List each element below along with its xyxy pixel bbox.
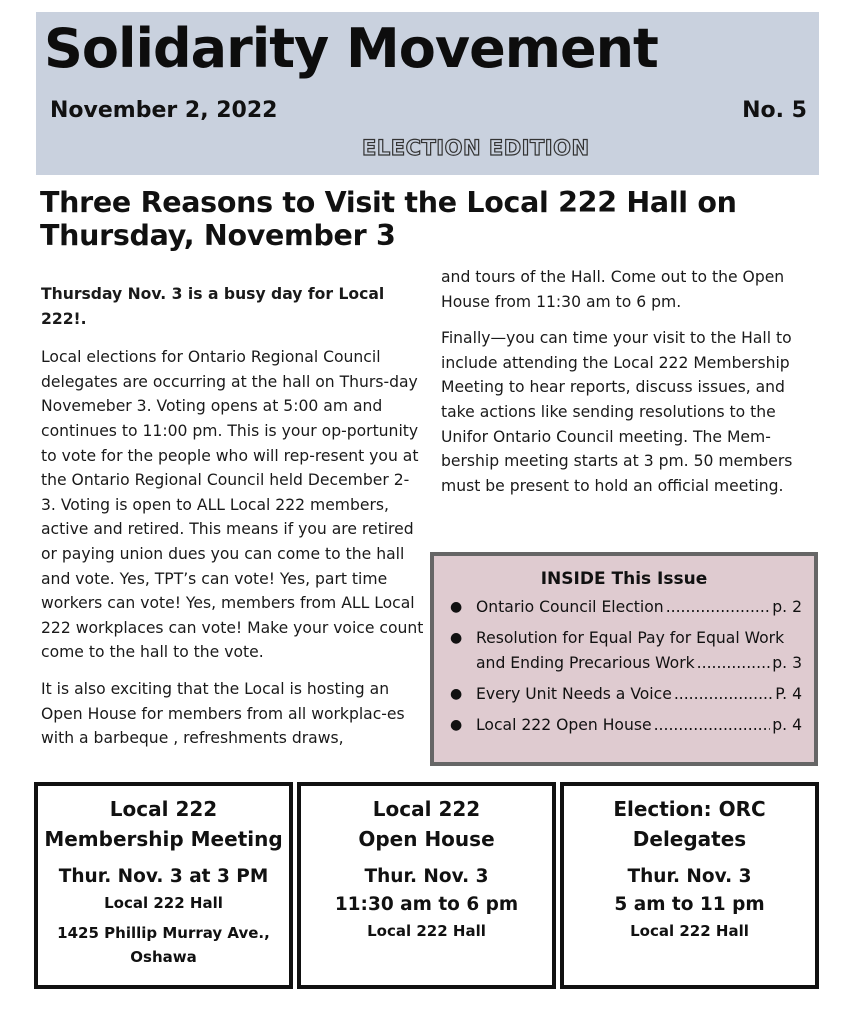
inside-item-page: p. 4 [772, 716, 802, 734]
event-place: Local 222 Hall [104, 894, 223, 912]
inside-item[interactable] [446, 595, 802, 620]
issue-date: November 2, 2022 [50, 98, 278, 123]
event-box-election [560, 782, 819, 989]
dot-leader [674, 682, 773, 707]
inside-item[interactable] [446, 626, 802, 676]
event-date: Thur. Nov. 3 [364, 866, 489, 887]
bullet-icon: ● [450, 686, 463, 702]
event-time: 11:30 am to 6 pm [334, 894, 519, 915]
event-title: Election: ORC [613, 797, 766, 821]
event-title: Membership Meeting [44, 827, 283, 851]
article-paragraph-open-house: It is also exciting that the Local is hosting an Open House for members from all workplac-es with a barbeque , refreshments draws, [41, 679, 405, 748]
event-title: Local 222 [109, 797, 218, 821]
event-box-open-house [297, 782, 556, 989]
inside-item-label: Local 222 Open House [476, 716, 652, 734]
event-address: 1425 Phillip Murray Ave., Oshawa [57, 924, 270, 966]
inside-item-label: Every Unit Needs a Voice [476, 685, 672, 703]
article-paragraph-open-house-continued: and tours of the Hall. Come out to the Open House from 11:30 am to 6 pm. [441, 268, 785, 311]
inside-item[interactable] [446, 682, 802, 707]
edition-label: ELECTION EDITION [362, 136, 590, 160]
inside-list [434, 595, 814, 738]
bullet-icon: ● [450, 599, 463, 615]
event-title: Local 222 [372, 797, 481, 821]
inside-item-text [476, 626, 802, 676]
bullet-icon: ● [450, 630, 463, 646]
event-title: Delegates [632, 827, 747, 851]
bullet-icon: ● [450, 717, 463, 733]
inside-item-page: p. 2 [772, 598, 802, 616]
event-place: Local 222 Hall [367, 922, 486, 940]
inside-item-label: Ontario Council Election [476, 598, 664, 616]
inside-item-row [476, 651, 802, 676]
inside-item-page: P. 4 [775, 685, 802, 703]
newsletter-title: Solidarity Movement [44, 17, 658, 80]
inside-item-page: p. 3 [772, 654, 802, 672]
inside-item-label: and Ending Precarious Work [476, 654, 695, 672]
article-column-right [441, 265, 821, 510]
event-box-membership-meeting [34, 782, 293, 989]
event-place: Local 222 Hall [630, 922, 749, 940]
dot-leader [654, 713, 771, 738]
dot-leader [697, 651, 771, 676]
issue-number: No. 5 [742, 98, 807, 123]
article-paragraph-elections: Local elections for Ontario Regional Council delegates are occurring at the hall on Thurs-day Novemeber 3. Voting opens at 5:00 am and continues to 11:00 pm. This is your op-portunity to vote for the people who will rep-resent you at the Ontario Regional Council held December 2- 3. Voting is open to ALL Local 222 members, active and retired. This means if you are retired or paying union dues you can come to the hall and vote. Yes, TPT’s can vote! Yes, part time workers can vote! Yes, members from ALL Local 222 workplaces can vote! Make your voice count come to the hall to the vote. [41, 348, 424, 662]
masthead [36, 12, 819, 175]
inside-item-label: Resolution for Equal Pay for Equal Work [476, 629, 785, 647]
article-column-left [41, 282, 425, 763]
event-date: Thur. Nov. 3 [627, 866, 752, 887]
inside-title: INSIDE This Issue [540, 569, 708, 589]
article-paragraph-membership-meeting: Finally—you can time your visit to the Hall to include attending the Local 222 Membership Meeting to hear reports, discuss issues, and take actions like sending resolutions to the Unifor Ontario Council meeting. The Mem-bership meeting starts at 3 pm. 50 members must be present to hold an official meeting. [441, 329, 793, 495]
dot-leader [666, 595, 771, 620]
event-time: 5 am to 11 pm [614, 894, 765, 915]
article-lead: Thursday Nov. 3 is a busy day for Local 222!. [41, 285, 385, 328]
article-headline: Three Reasons to Visit the Local 222 Hall on Thursday, November 3 [40, 186, 737, 253]
event-title: Open House [358, 827, 495, 851]
inside-item[interactable] [446, 713, 802, 738]
inside-this-issue-box [430, 552, 818, 766]
event-time: Thur. Nov. 3 at 3 PM [58, 866, 269, 887]
